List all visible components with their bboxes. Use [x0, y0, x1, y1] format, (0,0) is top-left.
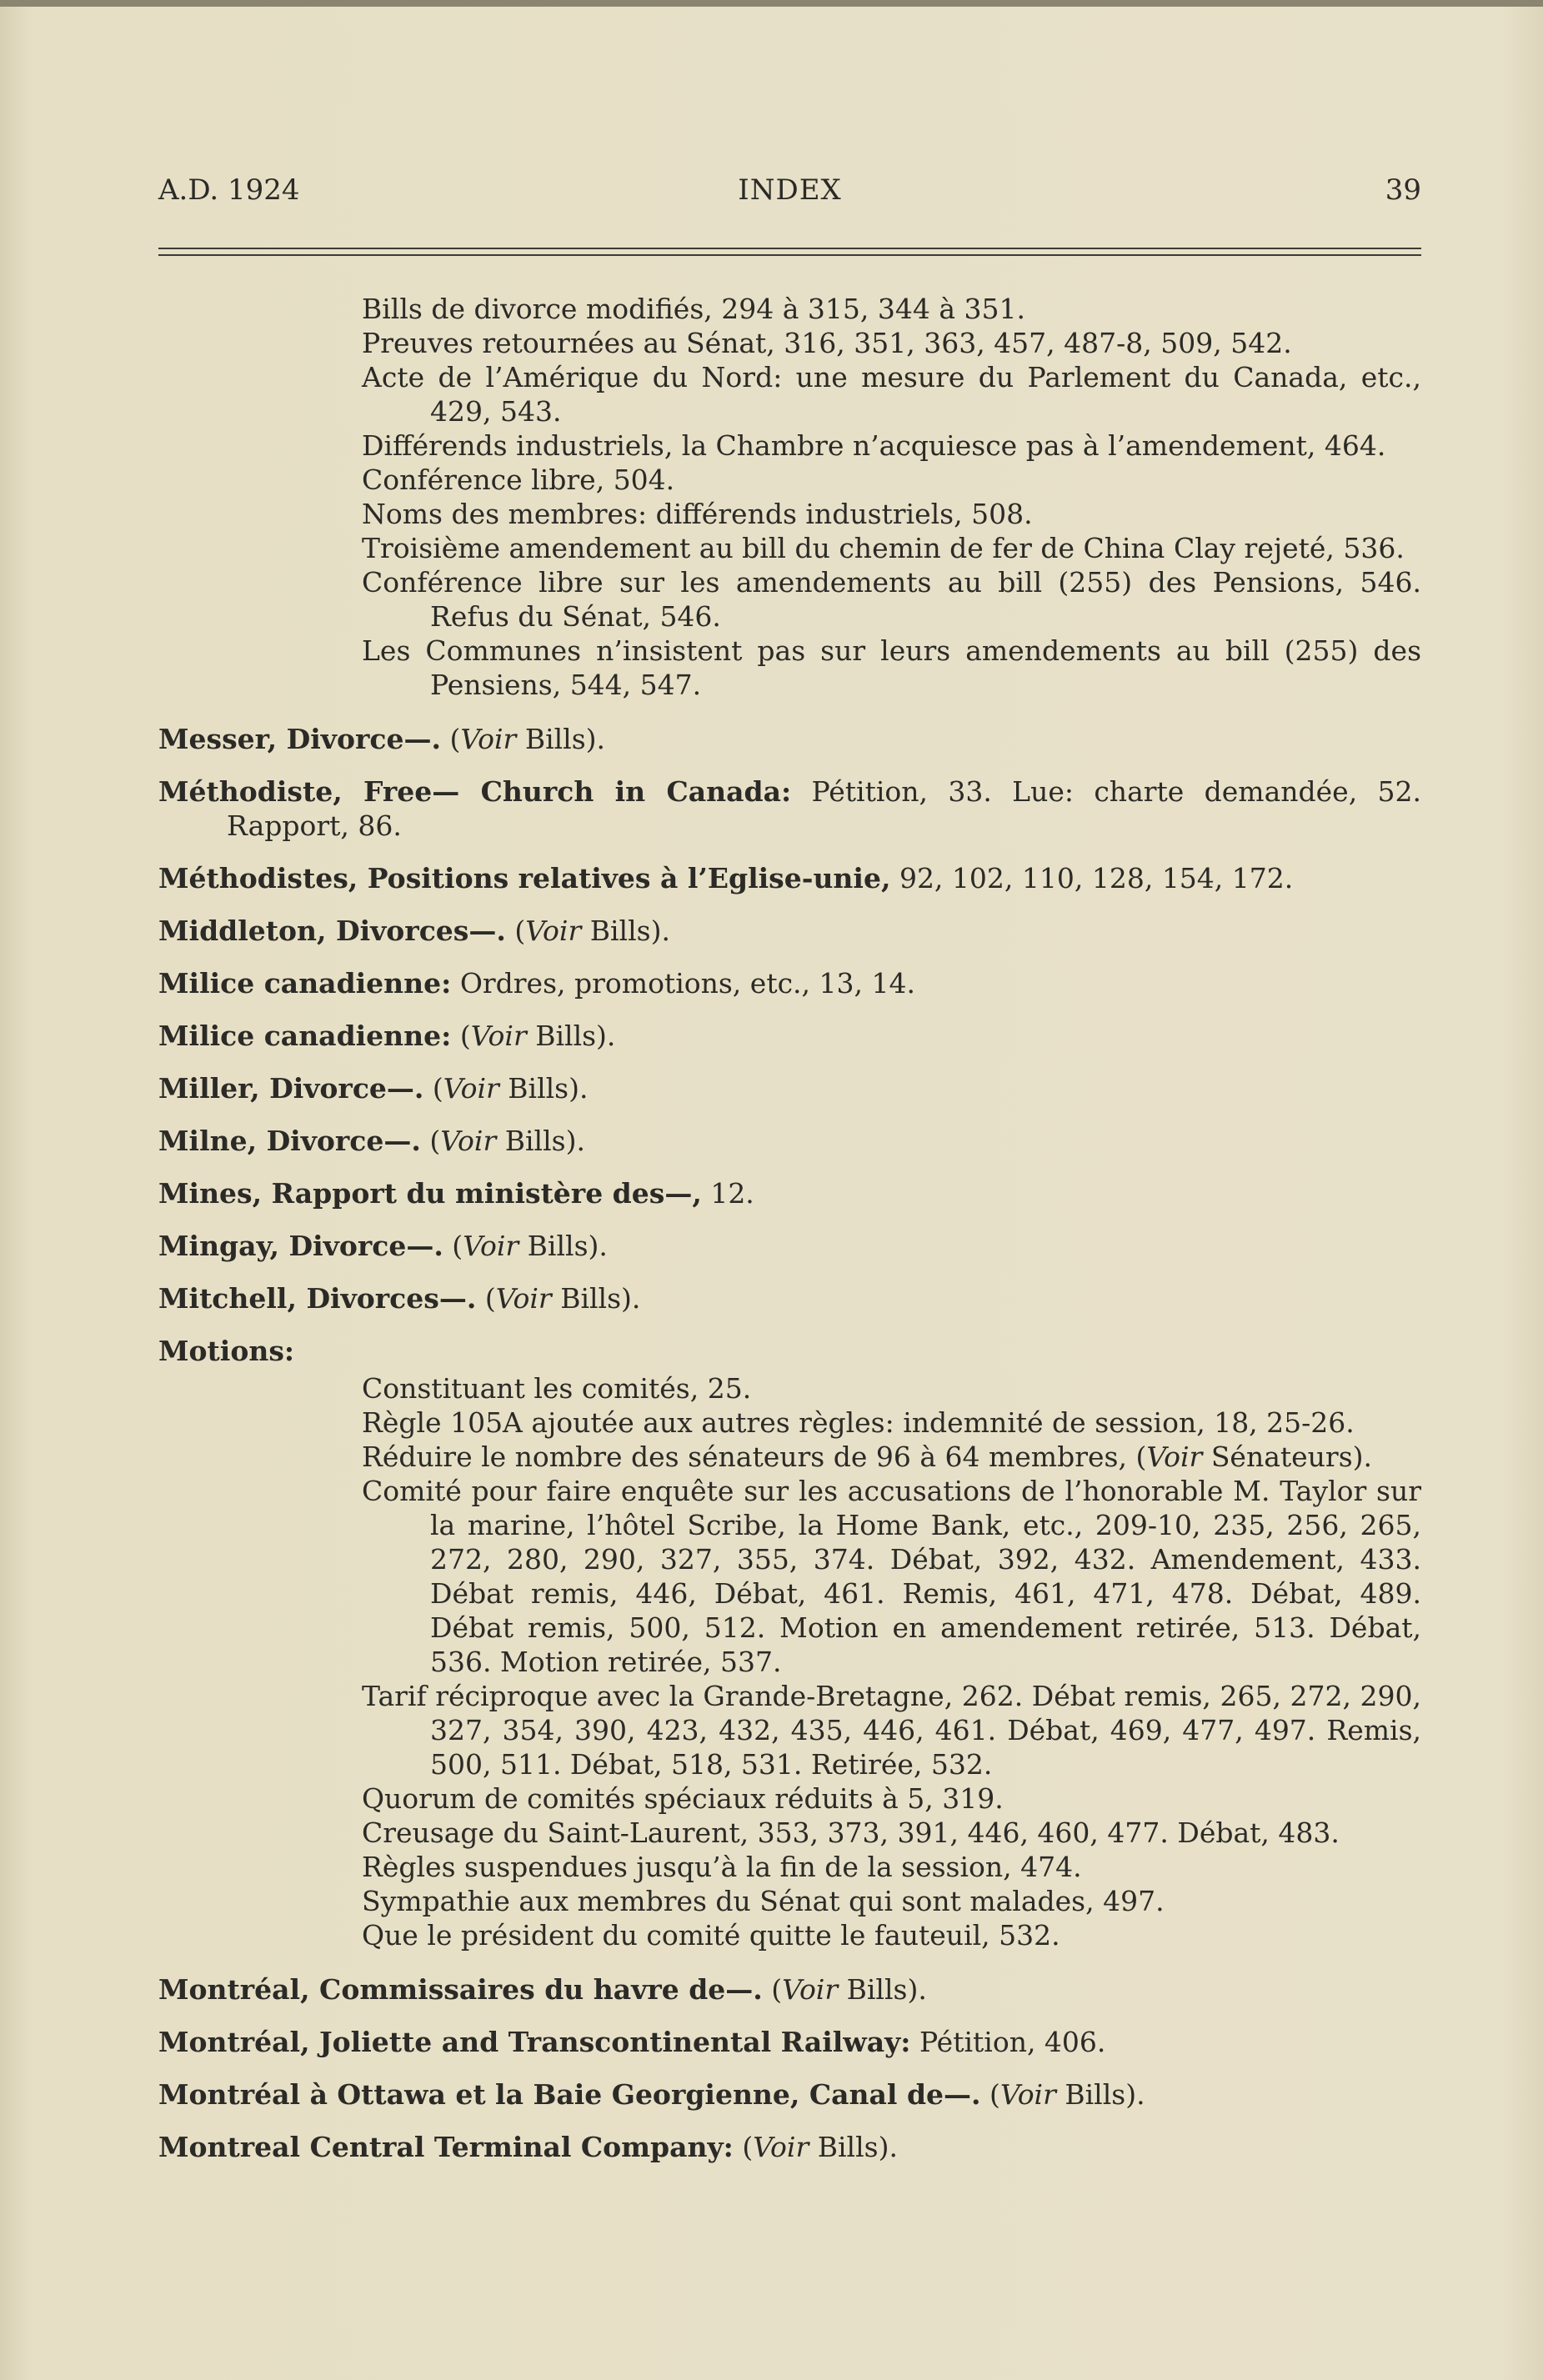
header-year: A.D. 1924 — [158, 173, 300, 207]
motions-subentry: Creusage du Saint-Laurent, 353, 373, 391, 446, 460, 477. Débat, 483. — [362, 1816, 1340, 1849]
index-entry-montreal-joliette: Montréal, Joliette and Transcontinental Railway: Pétition, 406. — [158, 2026, 1106, 2058]
continued-subentry: Bills de divorce modifiés, 294 à 315, 344 à 351. — [362, 293, 1025, 325]
motions-subentry: Règle 105A ajoutée aux autres règles: indemnité de session, 18, 25-26. — [362, 1406, 1355, 1439]
motions-subentry: Quorum de comités spéciaux réduits à 5, 319. — [362, 1782, 1004, 1815]
index-entry-messer: Messer, Divorce—. (Voir Bills). — [158, 723, 606, 755]
entry-heading: Montréal, Joliette and Transcontinental Railway: — [158, 2026, 911, 2058]
continued-subentry: Conférence libre sur les amendements au bill (255) des Pensions, 546. Refus du Sénat, 546. — [362, 566, 1421, 633]
page-number: 39 — [1385, 173, 1421, 207]
entry-heading: Motions: — [158, 1335, 295, 1367]
header-rule-bottom — [158, 254, 1421, 256]
continued-subentry: Différends industriels, la Chambre n’acquiesce pas à l’amendement, 464. — [362, 429, 1386, 462]
running-head — [158, 173, 1421, 215]
page-top-edge — [0, 0, 1543, 7]
continued-subentry: Les Communes n’insistent pas sur leurs amendements au bill (255) des Pensiens, 544, 547. — [362, 634, 1421, 701]
index-entry-motions — [158, 1334, 1421, 1368]
continued-subentry: Troisième amendement au bill du chemin de fer de China Clay rejeté, 536. — [362, 532, 1405, 564]
entry-heading: Méthodiste, Free— Church in Canada: — [158, 775, 792, 808]
header-title: INDEX — [738, 173, 842, 207]
index-entry-mitchell: Mitchell, Divorces—. (Voir Bills). — [158, 1282, 641, 1315]
index-entry-montreal-havre: Montréal, Commissaires du havre de—. (Voir Bills). — [158, 1973, 927, 2006]
continued-subentry: Noms des membres: différends industriels, 508. — [362, 498, 1033, 530]
continued-subentry: Conférence libre, 504. — [362, 463, 675, 496]
entry-heading: Milice canadienne: — [158, 967, 452, 1000]
motions-subentry: Sympathie aux membres du Sénat qui sont malades, 497. — [362, 1885, 1165, 1917]
motions-subentry: Constituant les comités, 25. — [362, 1372, 752, 1405]
index-entry-milice-ordres: Milice canadienne: Ordres, promotions, etc., 13, 14. — [158, 967, 915, 1000]
entry-heading: Montréal, Commissaires du havre de—. — [158, 1973, 763, 2006]
motions-subentry: Comité pour faire enquête sur les accusations de l’honorable M. Taylor sur la marine, l’hôtel Scribe, la Home Bank, etc., 209-10, 235, 256, 265, 272, 280, 290, 327, 355, 374. Débat, 392, 432. Amendement, 433. Débat remis, 446, Débat, 461. Remis, 461, 471, 478. Débat, 489. Débat remis, 500, 512. Motion en amendement retirée, 513. Débat, 536. Motion retirée, 537. — [362, 1475, 1421, 1678]
header-rule-top — [158, 248, 1421, 249]
continued-subentry: Acte de l’Amérique du Nord: une mesure du Parlement du Canada, etc., 429, 543. — [362, 361, 1421, 428]
entry-heading: Messer, Divorce—. — [158, 723, 441, 755]
index-entry-methodiste: Méthodiste, Free— Church in Canada: Pétition, 33. Lue: charte demandée, 52. Rapport, 86. — [158, 775, 1422, 842]
motions-subentry: Que le président du comité quitte le fauteuil, 532. — [362, 1919, 1060, 1952]
entry-heading: Mitchell, Divorces—. — [158, 1282, 477, 1315]
index-entry-miller: Miller, Divorce—. (Voir Bills). — [158, 1072, 589, 1105]
motions-subentry: Règles suspendues jusqu’à la fin de la session, 474. — [362, 1851, 1082, 1883]
entry-heading: Méthodistes, Positions relatives à l’Eglise-unie, — [158, 862, 891, 894]
entry-heading: Montréal à Ottawa et la Baie Georgienne, Canal de—. — [158, 2078, 981, 2111]
index-entry-milice-bills: Milice canadienne: (Voir Bills). — [158, 1020, 616, 1052]
entry-heading: Middleton, Divorces—. — [158, 914, 506, 947]
entry-heading: Mingay, Divorce—. — [158, 1230, 443, 1262]
index-entry-mingay: Mingay, Divorce—. (Voir Bills). — [158, 1230, 608, 1262]
entry-heading: Mines, Rapport du ministère des—, — [158, 1177, 702, 1210]
index-entry-montreal-terminal: Montreal Central Terminal Company: (Voir Bills). — [158, 2131, 898, 2163]
motions-subentry: Réduire le nombre des sénateurs de 96 à 64 membres, (Voir Sénateurs). — [362, 1441, 1372, 1473]
motions-subentry: Tarif réciproque avec la Grande-Bretagne, 262. Débat remis, 265, 272, 290, 327, 354, 390, 423, 432, 435, 446, 461. Débat, 469, 477, 497. Remis, 500, 511. Débat, 518, 531. Retirée, 532. — [362, 1680, 1421, 1781]
index-entry-montreal-canal: Montréal à Ottawa et la Baie Georgienne, Canal de—. (Voir Bills). — [158, 2078, 1145, 2111]
index-entry-milne: Milne, Divorce—. (Voir Bills). — [158, 1125, 585, 1157]
index-entry-mines: Mines, Rapport du ministère des—, 12. — [158, 1177, 754, 1210]
index-entry-middleton: Middleton, Divorces—. (Voir Bills). — [158, 914, 670, 947]
entry-heading: Montreal Central Terminal Company: — [158, 2131, 734, 2163]
entry-heading: Milice canadienne: — [158, 1020, 452, 1052]
index-entry-methodistes: Méthodistes, Positions relatives à l’Eglise-unie, 92, 102, 110, 128, 154, 172. — [158, 862, 1294, 894]
index-body — [158, 292, 1421, 2182]
continued-subentry: Preuves retournées au Sénat, 316, 351, 363, 457, 487-8, 509, 542. — [362, 327, 1292, 359]
entry-heading: Milne, Divorce—. — [158, 1125, 421, 1157]
entry-heading: Miller, Divorce—. — [158, 1072, 424, 1105]
